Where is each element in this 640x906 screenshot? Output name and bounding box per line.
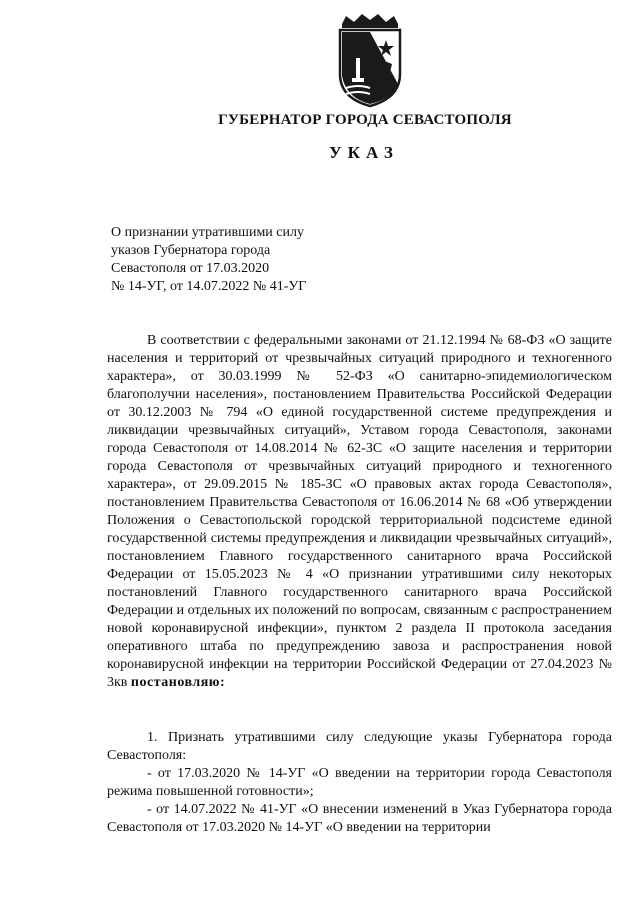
decree-items [107,729,612,837]
decree-subject [111,224,371,296]
subject-line: О признании утратившими силу [111,225,304,240]
subject-line: указов Губернатора города [111,243,271,258]
subject-line: Севастополя от 17.03.2020 [111,261,270,276]
decree-item: - от 17.03.2020 № 14-УГ «О введении на территории города Севастополя режима повышенной готовности»; [107,766,612,799]
sevastopol-coat-of-arms-icon [332,14,408,108]
decree-item: - от 14.07.2022 № 41-УГ «О внесении изменений в Указ Губернатора города Севастополя от 17.03.2020 № 14-УГ «О введении на территории [107,802,612,835]
issuing-authority: ГУБЕРНАТОР ГОРОДА СЕВАСТОПОЛЯ [218,112,512,128]
decree-word: постановляю: [130,675,226,690]
subject-line: № 14-УГ, от 14.07.2022 № 41-УГ [111,279,307,294]
preamble-paragraph [107,332,612,692]
document-type-title: УКАЗ [329,143,399,162]
decree-item: 1. Признать утратившими силу следующие указы Губернатора города Севастополя: [107,730,612,763]
preamble-text: В соответствии с федеральными законами от 21.12.1994 № 68-ФЗ «О защите населения и территорий от чрезвычайных ситуаций природного и техногенного характера», от 30.03.1999 № 52-ФЗ «О санитарно-эпидемиологическом благополучии населения», постановлением Правительства Российской Федерации от 30.12.2003 № 794 «О единой государственной системе предупреждения и ликвидации чрезвычайных ситуаций», Уставом города Севастополя, законами города Севастополя от 14.08.2014 № 62-ЗС «О защите населения и территории города Севастополя от чрезвычайных ситуаций природного и техногенного характера», от 29.09.2015 № 185-ЗС «О правовых актах города Севастополя», постановлением Правительства Севастополя от 16.06.2014 № 68 «Об утверждении Положения о Севастопольской городской территориальной подсистеме единой государственной системы предупреждения и ликвидации чрезвычайных ситуаций», постановлением Главного государственного санитарного врача Российской Федерации от 15.05.2023 № 4 «О признании утратившими силу некоторых постановлений Главного государственного санитарного врача Российской Федерации и отдельных их положений по вопросам, связанным с распространением новой коронавирусной инфекции», пунктом 2 раздела II протокола заседания оперативного штаба по предупреждению завоза и распространения новой коронавирусной инфекции на территории Российской Федерации от 27.04.2023 № 3кв [107,333,612,690]
